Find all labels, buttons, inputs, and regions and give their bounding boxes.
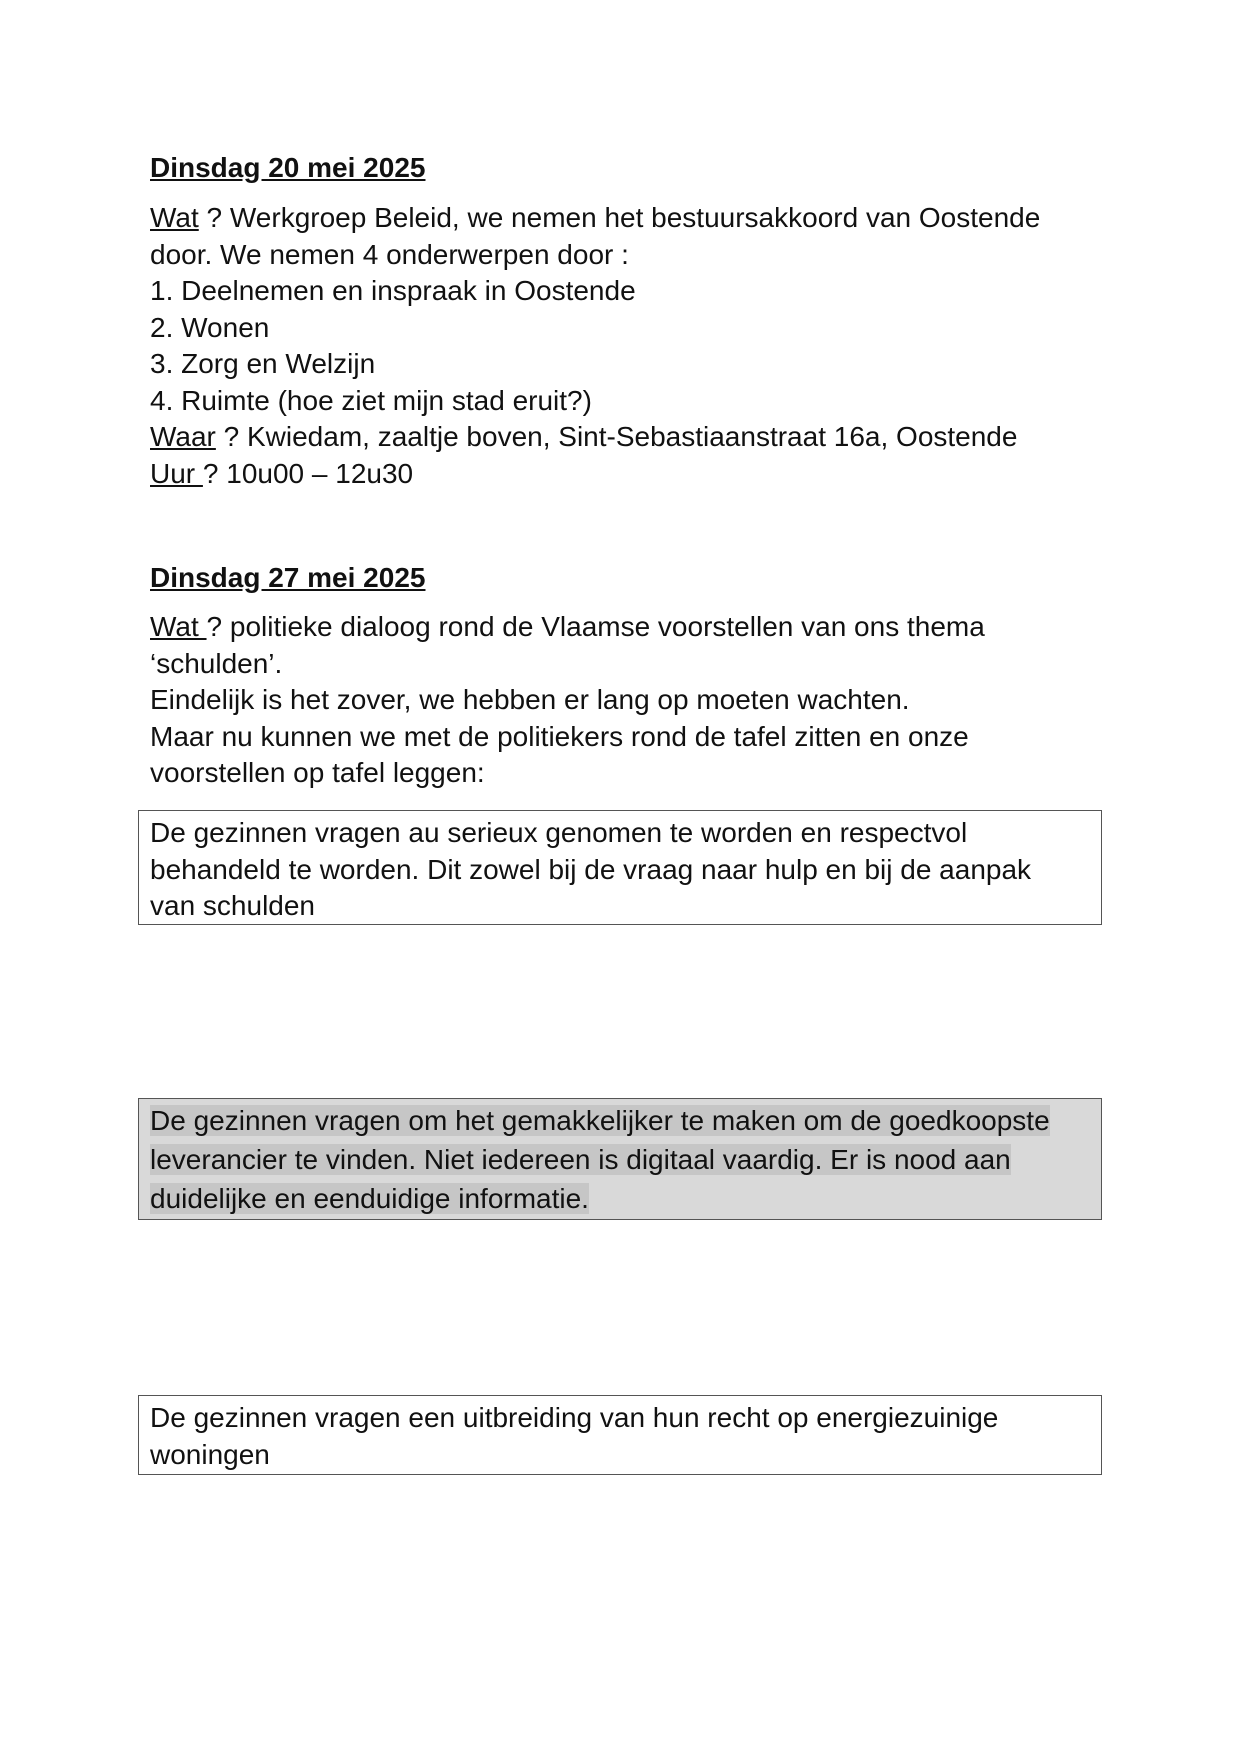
section2-body bbox=[150, 609, 1100, 792]
proposal-box-1-line-2: behandeld te worden. Dit zowel bij de vraag naar hulp en bij de aanpak bbox=[150, 853, 1032, 885]
proposal-box-2-line-3-text: duidelijke en eenduidige informatie. bbox=[150, 1183, 589, 1214]
section1-waar-line bbox=[150, 419, 1100, 456]
section1-uur-text: ? 10u00 – 12u30 bbox=[202, 457, 414, 489]
proposal-box-3-line-1: De gezinnen vragen een uitbreiding van hun recht op energiezuinige bbox=[150, 1402, 999, 1433]
section1-uur-label: Uur bbox=[150, 457, 203, 489]
section1-item-4: 4. Ruimte (hoe ziet mijn stad eruit?) bbox=[150, 384, 592, 416]
proposal-box-3-line-2: woningen bbox=[150, 1438, 270, 1470]
section2-line-5: voorstellen op tafel leggen: bbox=[150, 757, 485, 788]
proposal-box-3 bbox=[138, 1395, 1102, 1475]
proposal-box-2-line-2-text: leverancier te vinden. Niet iedereen is digitaal vaardig. Er is nood aan bbox=[150, 1144, 1011, 1175]
proposal-box-2-line-3 bbox=[150, 1179, 1101, 1218]
section1-wat-line bbox=[150, 200, 1100, 237]
section2-wat-label: Wat bbox=[150, 611, 207, 642]
section2-line-3: Eindelijk is het zover, we hebben er lang op moeten wachten. bbox=[150, 684, 910, 715]
section2-wat-line-2: ‘schulden’. bbox=[150, 647, 283, 679]
section2-wat-line bbox=[150, 609, 1100, 646]
proposal-box-2-line-2 bbox=[150, 1140, 1101, 1179]
section2-wat-text: ? politieke dialoog rond de Vlaamse voorstellen van ons thema bbox=[206, 611, 985, 642]
section1-item-2: 2. Wonen bbox=[150, 311, 270, 343]
section1-wat-text: ? Werkgroep Beleid, we nemen het bestuursakkoord van Oostende bbox=[198, 202, 1041, 233]
proposal-box-2 bbox=[138, 1098, 1102, 1220]
proposal-box-2-line-1-text: De gezinnen vragen om het gemakkelijker te maken om de goedkoopste bbox=[150, 1105, 1050, 1136]
proposal-box-1 bbox=[138, 810, 1102, 925]
section1-item-1: 1. Deelnemen en inspraak in Oostende bbox=[150, 275, 636, 306]
section1-heading: Dinsdag 20 mei 2025 bbox=[150, 152, 426, 183]
section1-waar-label: Waar bbox=[150, 421, 216, 452]
section1-wat-label: Wat bbox=[150, 202, 199, 233]
section1-wat-line-2: door. We nemen 4 onderwerpen door : bbox=[150, 238, 629, 270]
section1-waar-text: ? Kwiedam, zaaltje boven, Sint-Sebastiaanstraat 16a, Oostende bbox=[215, 421, 1018, 452]
proposal-box-2-line-1 bbox=[150, 1101, 1101, 1140]
proposal-box-1-line-1: De gezinnen vragen au serieux genomen te worden en respectvol bbox=[150, 817, 968, 848]
proposal-box-1-line-3: van schulden bbox=[150, 890, 316, 921]
section1-body bbox=[150, 200, 1100, 492]
section1-uur-line bbox=[150, 456, 1100, 493]
section1-item-3: 3. Zorg en Welzijn bbox=[150, 348, 376, 379]
section2-heading: Dinsdag 27 mei 2025 bbox=[150, 562, 426, 593]
section2-line-4: Maar nu kunnen we met de politiekers rond de tafel zitten en onze bbox=[150, 720, 969, 752]
